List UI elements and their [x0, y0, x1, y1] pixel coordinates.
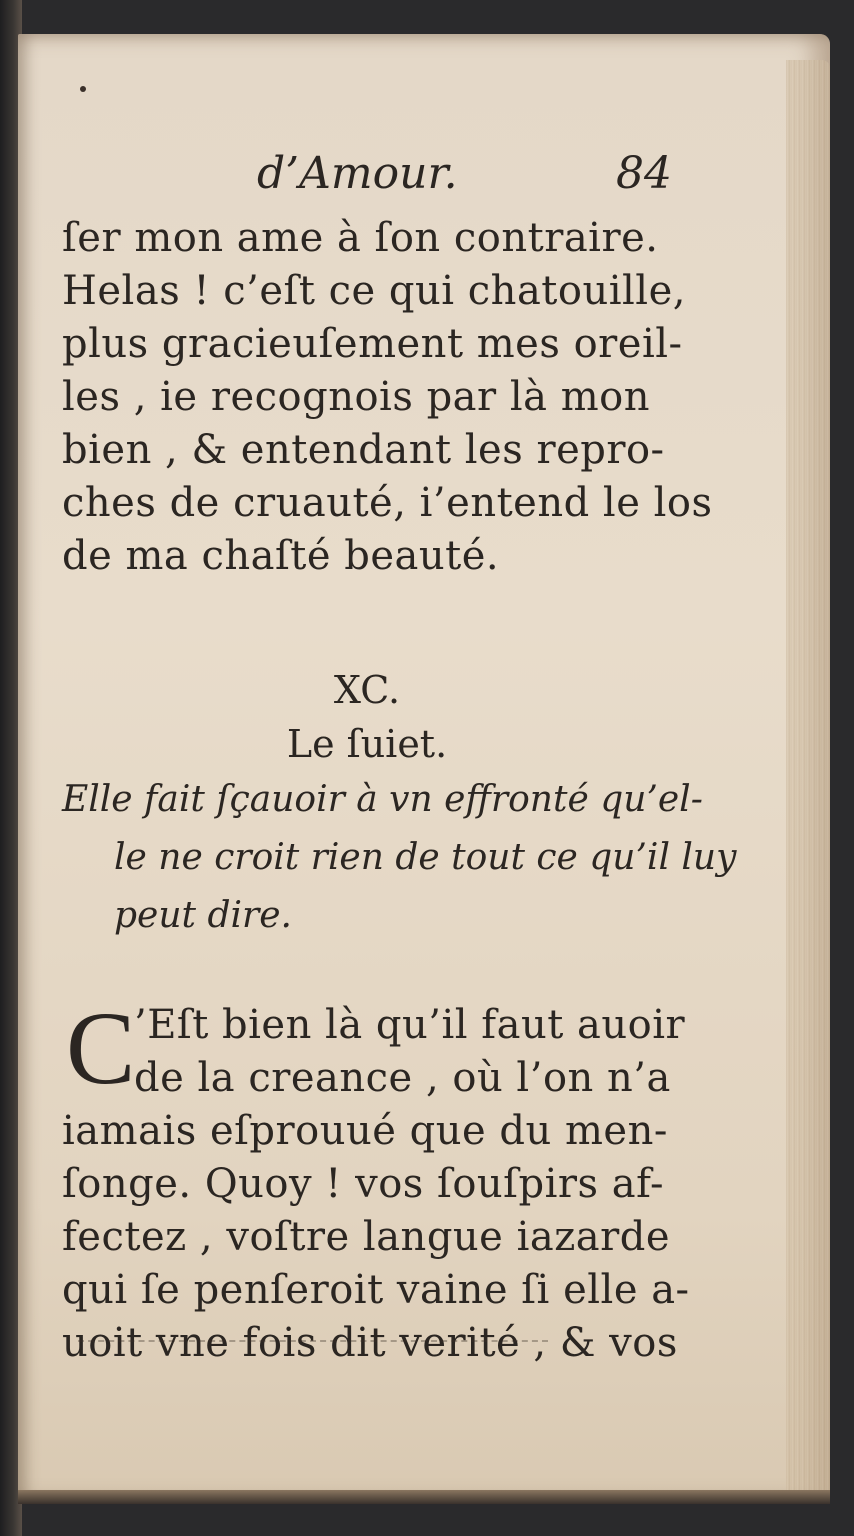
running-header — [62, 140, 672, 212]
page-bottom-edge — [18, 1490, 830, 1504]
ink-speck — [80, 86, 86, 92]
text-line: bien , & entendant les repro- — [62, 427, 665, 473]
page-number: 84 — [616, 148, 672, 199]
print-bleed-line — [78, 1340, 548, 1344]
paragraph-main — [62, 991, 690, 1370]
paragraph-continued — [62, 212, 713, 583]
summary-line: le ne croit rien de tout ce qu’il luy — [114, 837, 737, 878]
text-line: ches de cruauté, i’entend le los — [62, 480, 713, 526]
summary-line: peut dire. — [114, 895, 292, 936]
text-line: les , ie recognois par là mon — [62, 374, 650, 420]
text-line: de ma chaſté beauté. — [62, 533, 500, 579]
text-line: uoit vne fois dit verité , & vos — [62, 1320, 678, 1366]
running-title: d’Amour. — [257, 148, 458, 199]
text-line: fectez , voſtre langue iazarde — [62, 1214, 671, 1260]
text-line: de la creance , où l’on n’a — [134, 1055, 671, 1101]
page-text — [62, 140, 737, 1370]
text-line: ſonge. Quoy ! vos ſouſpirs af- — [62, 1161, 664, 1207]
text-line: ſer mon ame à ſon contraire. — [62, 215, 659, 261]
summary-line: Elle fait ſçauoir à vn effronté qu’el- — [62, 779, 703, 820]
text-line: ’Eſt bien là qu’il faut auoir — [134, 1002, 686, 1048]
text-line: qui ſe penſeroit vaine ſi elle a- — [62, 1267, 690, 1313]
subject-heading: Le ſuiet. — [286, 722, 448, 766]
text-line: plus gracieuſement mes oreil- — [62, 321, 683, 367]
section-number: XC. — [333, 668, 401, 712]
text-line: iamais eſprouué que du men- — [62, 1108, 668, 1154]
section-summary — [62, 771, 737, 945]
text-line: Helas ! c’eſt ce qui chatouille, — [62, 268, 686, 314]
page-fore-edge — [786, 60, 830, 1500]
drop-cap-letter: C — [66, 991, 136, 1106]
